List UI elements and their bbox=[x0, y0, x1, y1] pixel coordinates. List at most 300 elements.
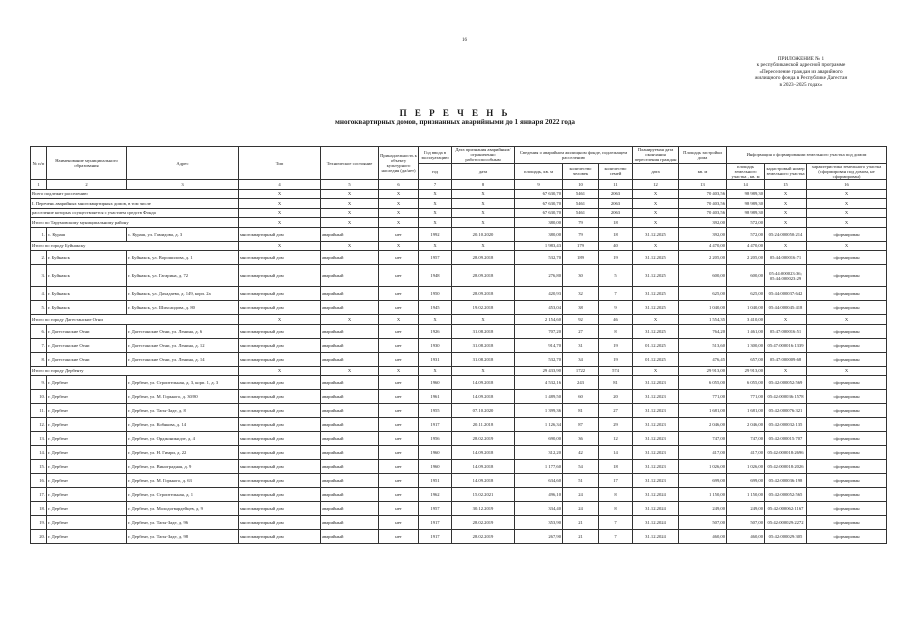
group-total-row bbox=[31, 315, 887, 325]
table-cell: нет bbox=[379, 324, 419, 338]
table-cell: 392,00 bbox=[679, 218, 727, 228]
table-cell: 14.09.2018 bbox=[452, 460, 515, 474]
table-row bbox=[31, 265, 887, 287]
table-cell: г. Дербент, ул. Виноградная, д. 9 bbox=[127, 460, 239, 474]
table-cell: X bbox=[633, 208, 679, 218]
appendix-line: жилищного фонда в Республике Дагестан bbox=[754, 75, 848, 82]
table-cell: 2 205,00 bbox=[727, 251, 765, 265]
table-cell: 05:42:000015:707 bbox=[765, 432, 807, 446]
table-row bbox=[31, 251, 887, 265]
table-cell: 8. bbox=[31, 352, 47, 366]
table-cell: X bbox=[379, 218, 419, 228]
table-cell: 574 bbox=[599, 366, 633, 376]
table-cell: многоквартирный дом bbox=[239, 338, 321, 352]
table-cell: аварийный bbox=[321, 502, 379, 516]
col-num: 15 bbox=[765, 180, 807, 190]
table-cell: 98 989,30 bbox=[727, 208, 765, 218]
table-cell: I. Перечень аварийных многоквартирных домов, в том числе bbox=[31, 199, 239, 209]
table-cell: аварийный bbox=[321, 376, 379, 390]
table-cell: 2063 bbox=[599, 208, 633, 218]
table-cell: нет bbox=[379, 287, 419, 301]
table-cell: нет bbox=[379, 338, 419, 352]
table-cell: аварийный bbox=[321, 474, 379, 488]
table-cell: X bbox=[765, 208, 807, 218]
table-cell: 5461 bbox=[563, 199, 599, 209]
table-cell: 20 bbox=[599, 390, 633, 404]
table-cell: 1955 bbox=[419, 404, 452, 418]
table-cell: 05:42:000029:2272 bbox=[765, 516, 807, 530]
table-cell: 243 bbox=[563, 376, 599, 390]
table-cell: 1 177,60 bbox=[515, 460, 563, 474]
table-cell: X bbox=[379, 366, 419, 376]
table-cell: г. Дербент, ул. Молодогвардейцев, д. 9 bbox=[127, 502, 239, 516]
table-cell: нет bbox=[379, 530, 419, 544]
table-cell: сформирован bbox=[807, 516, 887, 530]
header-area-built: Площадь застройки дома bbox=[679, 147, 727, 164]
table-cell: 31.08.2018 bbox=[452, 338, 515, 352]
header-year-built: Год ввода в эксплуатацию bbox=[419, 147, 452, 164]
table-cell: X bbox=[807, 241, 887, 251]
header-tech-state: Техническое состояние bbox=[321, 147, 379, 180]
table-cell: 1926 bbox=[419, 324, 452, 338]
table-cell: 657,00 bbox=[727, 352, 765, 366]
table-cell: 98 989,30 bbox=[727, 199, 765, 209]
table-cell: 51 bbox=[563, 474, 599, 488]
document-subtitle: многоквартирных домов, признанных аварийными до 1 января 2022 года bbox=[334, 118, 576, 126]
table-cell: X bbox=[765, 218, 807, 228]
table-cell: 70 403,56 bbox=[679, 199, 727, 209]
table-cell: 1 026,00 bbox=[679, 460, 727, 474]
table-cell: сформирован bbox=[807, 390, 887, 404]
table-cell: г. Буйнакск, ул. Дахадаева, д. 149, корп. 2а bbox=[127, 287, 239, 301]
table-cell: многоквартирный дом bbox=[239, 474, 321, 488]
table-cell: г. Дербент, ул. Тагы-Заде, д. 98 bbox=[127, 530, 239, 544]
table-cell: г. Дербент bbox=[47, 530, 127, 544]
header-area-m2: площадь, кв. м bbox=[515, 163, 563, 180]
table-cell: многоквартирный дом bbox=[239, 530, 321, 544]
table-cell: 1 461,00 bbox=[727, 324, 765, 338]
table-cell: 1960 bbox=[419, 446, 452, 460]
table-cell: 05:42:000036:198 bbox=[765, 474, 807, 488]
table-cell: 189 bbox=[563, 251, 599, 265]
table-cell: 05:47:000016:1339 bbox=[765, 338, 807, 352]
table-cell: 9. bbox=[31, 376, 47, 390]
table-cell: X bbox=[765, 241, 807, 251]
table-cell: нет bbox=[379, 446, 419, 460]
header-no: № п/п bbox=[31, 147, 47, 180]
table-cell: 15. bbox=[31, 460, 47, 474]
table-cell: г. Буйнакск, ул. Ворошилова, д. 1 bbox=[127, 251, 239, 265]
table-cell: 79 bbox=[563, 218, 599, 228]
table-cell: 7 bbox=[599, 287, 633, 301]
table-cell: 31.12.2023 bbox=[633, 474, 679, 488]
table-cell: аварийный bbox=[321, 390, 379, 404]
col-num: 9 bbox=[515, 180, 563, 190]
table-cell: 9 bbox=[599, 301, 633, 315]
table-cell: 8 bbox=[599, 502, 633, 516]
table-cell: г. Дербент bbox=[47, 432, 127, 446]
table-cell: 380,00 bbox=[515, 218, 563, 228]
table-cell: X bbox=[419, 366, 452, 376]
table-cell: аварийный bbox=[321, 516, 379, 530]
table-cell: 05:47:000009:68 bbox=[765, 352, 807, 366]
table-cell: 532,70 bbox=[515, 251, 563, 265]
table-cell: 417,00 bbox=[679, 446, 727, 460]
table-cell: г. Дербент bbox=[47, 376, 127, 390]
col-num: 1 bbox=[31, 180, 47, 190]
table-cell: нет bbox=[379, 352, 419, 366]
table-cell: 1992 bbox=[419, 227, 452, 241]
table-cell: 2. bbox=[31, 251, 47, 265]
table-cell: 1 040,00 bbox=[679, 301, 727, 315]
table-cell: 19. bbox=[31, 516, 47, 530]
table-cell: X bbox=[765, 366, 807, 376]
table-cell: нет bbox=[379, 265, 419, 287]
table-cell: 1960 bbox=[419, 460, 452, 474]
table-cell: 747,00 bbox=[727, 432, 765, 446]
table-cell: 05:42:000029:305 bbox=[765, 530, 807, 544]
table-cell: 453,04 bbox=[515, 301, 563, 315]
table-cell: сформирован bbox=[807, 352, 887, 366]
table-cell: 1960 bbox=[419, 376, 452, 390]
table-row bbox=[31, 338, 887, 352]
table-cell: 38 bbox=[563, 301, 599, 315]
table-cell: 18 bbox=[599, 460, 633, 474]
table-cell: нет bbox=[379, 432, 419, 446]
table-cell: 05:42:000032:135 bbox=[765, 418, 807, 432]
table-cell: 05:42:000062:1167 bbox=[765, 502, 807, 516]
table-cell: 1 681,00 bbox=[727, 404, 765, 418]
table-cell: нет bbox=[379, 301, 419, 315]
appendix-line: к республиканской адресной программе bbox=[756, 62, 846, 69]
table-cell: сформирован bbox=[807, 404, 887, 418]
table-cell: г. Буйнакск bbox=[47, 251, 127, 265]
table-cell: X bbox=[379, 241, 419, 251]
table-cell: г. Дербент bbox=[47, 488, 127, 502]
table-cell: г. Дагестанские Огни bbox=[47, 352, 127, 366]
table-cell: 21 bbox=[563, 530, 599, 544]
table-cell: 1957 bbox=[419, 502, 452, 516]
table-cell: нет bbox=[379, 418, 419, 432]
table-cell: X bbox=[321, 366, 379, 376]
table-cell: 60 bbox=[563, 390, 599, 404]
table-cell: 20.11.2018 bbox=[452, 418, 515, 432]
table-row bbox=[31, 418, 887, 432]
table-cell: 31.12.2023 bbox=[633, 432, 679, 446]
col-num: 2 bbox=[47, 180, 127, 190]
table-cell: X bbox=[765, 189, 807, 199]
table-cell: X bbox=[321, 199, 379, 209]
table-cell: 8 bbox=[599, 488, 633, 502]
col-num: 12 bbox=[633, 180, 679, 190]
table-cell: 14. bbox=[31, 446, 47, 460]
table-cell: 1 026,00 bbox=[727, 460, 765, 474]
col-num: 11 bbox=[599, 180, 633, 190]
header-sqm: кв. м bbox=[679, 163, 727, 180]
table-cell: 30.12.2019 bbox=[452, 502, 515, 516]
appendix-line: ПРИЛОЖЕНИЕ № 1 bbox=[777, 56, 825, 62]
table-cell: 36 bbox=[563, 432, 599, 446]
table-cell: нет bbox=[379, 460, 419, 474]
header-persons: количество человек bbox=[563, 163, 599, 180]
table-cell: 460,00 bbox=[679, 530, 727, 544]
table-cell: 507,00 bbox=[679, 516, 727, 530]
table-cell: г. Дагестанские Огни, ул. Ленина, д. 6 bbox=[127, 324, 239, 338]
table-cell: г. Дербент, ул. Тагы-Заде, д. 96 bbox=[127, 516, 239, 530]
group-total-row bbox=[31, 241, 887, 251]
table-row bbox=[31, 352, 887, 366]
table-cell: 05:42:000076:321 bbox=[765, 404, 807, 418]
page-number: 16 bbox=[462, 38, 467, 43]
table-cell: аварийный bbox=[321, 265, 379, 287]
table-cell: г. Буйнакск, ул. Гагарина, д. 72 bbox=[127, 265, 239, 287]
table-cell: 6 055,00 bbox=[679, 376, 727, 390]
table-cell: X bbox=[239, 315, 321, 325]
table-cell: г. Буйнакск bbox=[47, 287, 127, 301]
table-cell: г. Дагестанские Огни bbox=[47, 338, 127, 352]
table-cell: 15.02.2021 bbox=[452, 488, 515, 502]
appendix-line: «Переселение граждан из аварийного bbox=[759, 68, 843, 75]
table-cell: 1 150,00 bbox=[727, 488, 765, 502]
table-row bbox=[31, 376, 887, 390]
table-cell: 11. bbox=[31, 404, 47, 418]
table-cell: сформирован bbox=[807, 376, 887, 390]
table-row bbox=[31, 301, 887, 315]
table-cell: многоквартирный дом bbox=[239, 352, 321, 366]
table-cell: 2 046,00 bbox=[727, 418, 765, 432]
table-cell: 1957 bbox=[419, 251, 452, 265]
header-municipality: Наименование муниципального образования bbox=[47, 147, 127, 180]
table-cell: 476,45 bbox=[679, 352, 727, 366]
table-cell: аварийный bbox=[321, 446, 379, 460]
header-year: год bbox=[419, 163, 452, 180]
table-cell: 7 bbox=[599, 516, 633, 530]
table-cell: X bbox=[807, 218, 887, 228]
table-cell: X bbox=[379, 189, 419, 199]
table-cell: сформирован bbox=[807, 251, 887, 265]
table-cell: Итого по Тарумовскому муниципальному району bbox=[31, 218, 239, 228]
table-cell: 5 bbox=[599, 265, 633, 287]
table-cell: 3 410,00 bbox=[727, 315, 765, 325]
table-cell: 34 bbox=[563, 352, 599, 366]
table-cell: 1 300,00 bbox=[727, 338, 765, 352]
col-num: 13 bbox=[679, 180, 727, 190]
table-cell: 1956 bbox=[419, 432, 452, 446]
table-cell: аварийный bbox=[321, 324, 379, 338]
table-cell: г. Дербент, ул. Строительная, д. 1 bbox=[127, 488, 239, 502]
header-households: количество семей bbox=[599, 163, 633, 180]
table-cell: 01.12.2025 bbox=[633, 338, 679, 352]
table-cell: аварийный bbox=[321, 338, 379, 352]
housing-register-table bbox=[30, 146, 887, 544]
table-cell: г. Дербент bbox=[47, 390, 127, 404]
table-cell: 914,70 bbox=[515, 338, 563, 352]
table-cell: аварийный bbox=[321, 530, 379, 544]
table-cell: X bbox=[419, 199, 452, 209]
table-cell: 1931 bbox=[419, 352, 452, 366]
table-cell: многоквартирный дом bbox=[239, 502, 321, 516]
table-cell: аварийный bbox=[321, 404, 379, 418]
table-cell: г. Дербент, ул. Н. Гимри, д. 22 bbox=[127, 446, 239, 460]
table-cell: X bbox=[633, 199, 679, 209]
table-cell: 31.08.2018 bbox=[452, 324, 515, 338]
table-cell: 87 bbox=[563, 418, 599, 432]
table-cell: многоквартирный дом bbox=[239, 227, 321, 241]
table-cell: 05:47:000016:51 bbox=[765, 324, 807, 338]
table-cell: 21 bbox=[563, 516, 599, 530]
table-cell: 2 046,00 bbox=[679, 418, 727, 432]
table-cell: X bbox=[419, 218, 452, 228]
table-cell: 29 bbox=[599, 418, 633, 432]
table-row bbox=[31, 488, 887, 502]
table-cell: 17 bbox=[599, 474, 633, 488]
table-cell: X bbox=[452, 189, 515, 199]
table-cell: X bbox=[452, 315, 515, 325]
table-cell: нет bbox=[379, 474, 419, 488]
table-cell: г. Буйнакск bbox=[47, 301, 127, 315]
table-cell: 14.09.2018 bbox=[452, 474, 515, 488]
table-cell: 05:42:000036:1578 bbox=[765, 390, 807, 404]
table-cell: X bbox=[419, 208, 452, 218]
table-cell: 507,00 bbox=[727, 516, 765, 530]
table-cell: 1917 bbox=[419, 530, 452, 544]
table-cell: 1. bbox=[31, 227, 47, 241]
table-cell: 1917 bbox=[419, 418, 452, 432]
table-cell: 05:42:000052:569 bbox=[765, 376, 807, 390]
table-cell: X bbox=[807, 189, 887, 199]
table-cell: X bbox=[321, 218, 379, 228]
document-title: П Е Р Е Ч Е Н Ь bbox=[399, 108, 511, 118]
table-cell: г. Дагестанские Огни, ул. Ленина, д. 12 bbox=[127, 338, 239, 352]
table-cell: 67 630,70 bbox=[515, 199, 563, 209]
table-cell: многоквартирный дом bbox=[239, 488, 321, 502]
table-cell: сформирован bbox=[807, 227, 887, 241]
table-cell: 28.02.2019 bbox=[452, 516, 515, 530]
table-cell: 20.10.2020 bbox=[452, 227, 515, 241]
table-cell: 05:42:000052:565 bbox=[765, 488, 807, 502]
table-cell: 392,00 bbox=[679, 227, 727, 241]
table-cell: 7. bbox=[31, 338, 47, 352]
table-cell: аварийный bbox=[321, 488, 379, 502]
table-cell: 5461 bbox=[563, 208, 599, 218]
table-cell: г. Буйнакск, ул. Шихсаидова, д. 80 bbox=[127, 301, 239, 315]
table-cell: 513,60 bbox=[679, 338, 727, 352]
table-cell: X bbox=[807, 208, 887, 218]
table-cell: Итого по городу Дербенту bbox=[31, 366, 239, 376]
table-cell: 634,60 bbox=[515, 474, 563, 488]
table-cell: Всего подлежит расселению bbox=[31, 189, 239, 199]
table-cell: г. Дербент, ул. М. Горького, д. 63 bbox=[127, 474, 239, 488]
table-cell: нет bbox=[379, 404, 419, 418]
table-cell: 54 bbox=[563, 460, 599, 474]
table-cell: 2 205,00 bbox=[679, 251, 727, 265]
table-cell: X bbox=[452, 366, 515, 376]
table-cell: 1951 bbox=[419, 474, 452, 488]
table-row bbox=[31, 446, 887, 460]
table-cell: 28.09.2018 bbox=[452, 265, 515, 287]
table-cell: 10. bbox=[31, 390, 47, 404]
table-cell: 16. bbox=[31, 474, 47, 488]
table-cell: г. Дербент bbox=[47, 404, 127, 418]
appendix-note bbox=[716, 56, 886, 88]
table-cell: 625,00 bbox=[727, 287, 765, 301]
table-cell: многоквартирный дом bbox=[239, 301, 321, 315]
table-cell: X bbox=[807, 366, 887, 376]
table-cell: 417,00 bbox=[727, 446, 765, 460]
table-row bbox=[31, 404, 887, 418]
table-cell: 5461 bbox=[563, 189, 599, 199]
table-cell: 1 399,36 bbox=[515, 404, 563, 418]
table-cell: X bbox=[452, 241, 515, 251]
table-cell: 1 554,35 bbox=[679, 315, 727, 325]
table-cell: 334,40 bbox=[515, 502, 563, 516]
table-cell: 532,70 bbox=[515, 352, 563, 366]
table-cell: 67 630,70 bbox=[515, 189, 563, 199]
table-cell: 19 bbox=[599, 338, 633, 352]
header-planned-date: Планируемая дата окончания переселения граждан bbox=[633, 147, 679, 164]
table-cell: 01.12.2025 bbox=[633, 352, 679, 366]
table-cell: 600,00 bbox=[727, 265, 765, 287]
table-cell: многоквартирный дом bbox=[239, 432, 321, 446]
table-cell: 46 bbox=[599, 315, 633, 325]
col-num: 5 bbox=[321, 180, 379, 190]
table-cell: X bbox=[452, 199, 515, 209]
table-cell: 05:44:000023:36; 05:44:000023:29 bbox=[765, 265, 807, 287]
table-cell: 625,00 bbox=[679, 287, 727, 301]
table-cell: многоквартирный дом bbox=[239, 390, 321, 404]
table-cell: 1945 bbox=[419, 301, 452, 315]
table-row bbox=[31, 460, 887, 474]
appendix-line: в 2023–2025 годах» bbox=[779, 81, 823, 88]
table-cell: X bbox=[321, 315, 379, 325]
header-address: Адрес bbox=[127, 147, 239, 180]
summary-row bbox=[31, 218, 887, 228]
table-cell: 19 bbox=[599, 352, 633, 366]
table-cell: 4 532,16 bbox=[515, 376, 563, 390]
column-numbers-row bbox=[31, 180, 887, 190]
header-cultural: Принадлежность к объекту культурного наследия (да/нет) bbox=[379, 147, 419, 180]
table-cell: 31.12.2025 bbox=[633, 301, 679, 315]
table-cell: г. Дербент bbox=[47, 446, 127, 460]
table-cell: 07.10.2020 bbox=[452, 404, 515, 418]
table-row bbox=[31, 227, 887, 241]
table-cell: г. Дербент bbox=[47, 418, 127, 432]
header-date2: дата bbox=[633, 163, 679, 180]
table-cell: 70 403,56 bbox=[679, 208, 727, 218]
col-num: 3 bbox=[127, 180, 239, 190]
table-cell: 19 bbox=[599, 251, 633, 265]
table-cell: 1948 bbox=[419, 265, 452, 287]
table-cell: 29 433,90 bbox=[515, 366, 563, 376]
table-cell: 312,20 bbox=[515, 446, 563, 460]
table-cell: 79 bbox=[563, 227, 599, 241]
table-cell: X bbox=[765, 199, 807, 209]
col-num: 10 bbox=[563, 180, 599, 190]
table-cell: многоквартирный дом bbox=[239, 418, 321, 432]
table-cell: 18 bbox=[599, 218, 633, 228]
table-cell: г. Дербент, ул. Орджоникидзе, д. 4 bbox=[127, 432, 239, 446]
table-cell: расселение которых осуществляется с участием средств Фонда bbox=[31, 208, 239, 218]
table-cell: 32 bbox=[563, 287, 599, 301]
table-cell: 05:42:000018:2026 bbox=[765, 460, 807, 474]
table-cell: 18 bbox=[599, 227, 633, 241]
table-cell: 05:42:000018:2696 bbox=[765, 446, 807, 460]
table-cell: многоквартирный дом bbox=[239, 446, 321, 460]
table-cell: 31.12.2023 bbox=[633, 404, 679, 418]
table-cell: 31.12.2023 bbox=[633, 460, 679, 474]
table-cell: 24 bbox=[563, 502, 599, 516]
table-cell: X bbox=[419, 189, 452, 199]
